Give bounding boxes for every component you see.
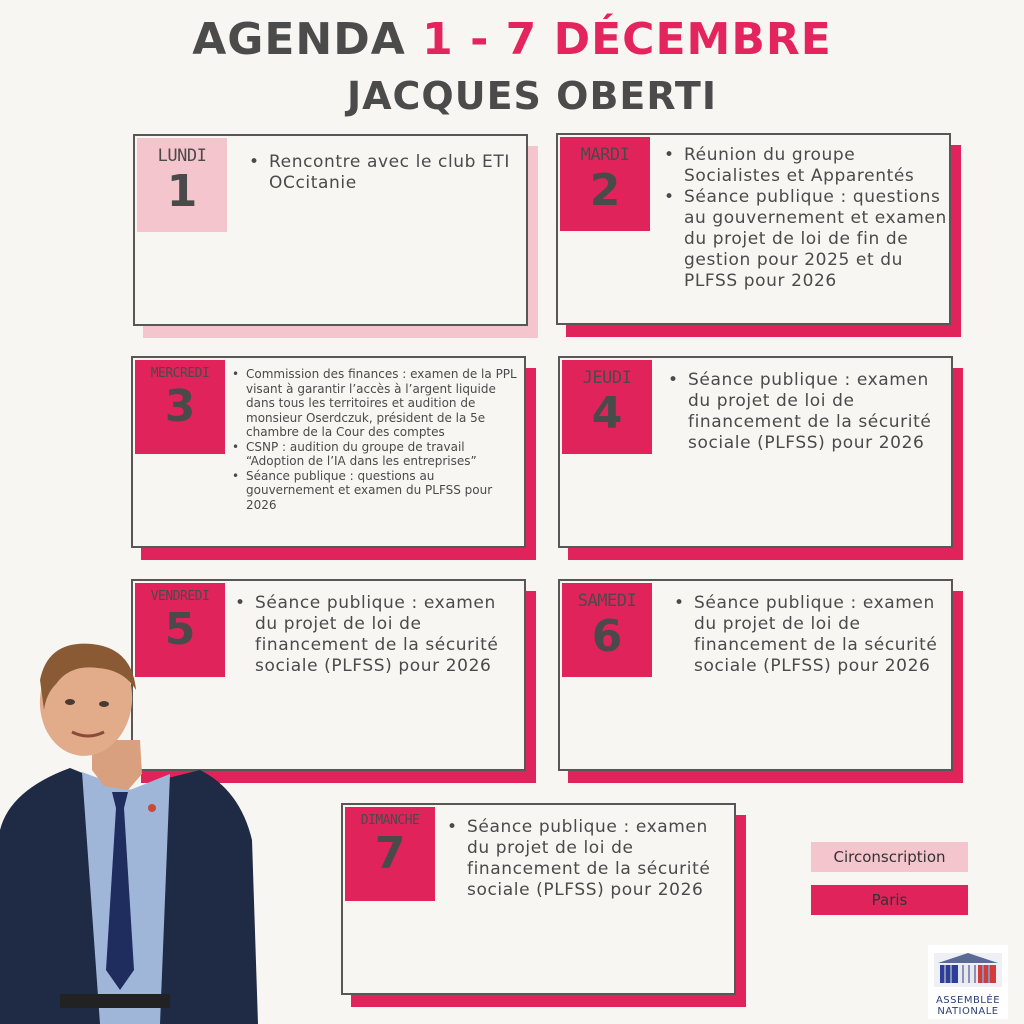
day-label-box [560, 137, 650, 231]
day-items [230, 367, 518, 512]
day-card-dimanche [341, 803, 736, 995]
day-item: • Séance publique : examen du projet de loi de financement de la sécurité sociale (PLFSS) pour 2026 [666, 370, 946, 454]
assemblee-nationale-logo-icon [928, 945, 1008, 1019]
day-card-lundi [133, 134, 528, 326]
day-card-mercredi [131, 356, 526, 548]
card-box [558, 579, 953, 771]
title-dates: 1 - 7 DÉCEMBRE [422, 14, 832, 65]
day-item: • Séance publique : examen du projet de loi de financement de la sécurité sociale (PLFSS) pour 2026 [445, 817, 720, 901]
day-name: VENDREDI [150, 589, 210, 604]
day-number: 3 [164, 381, 196, 432]
day-label-box [137, 138, 227, 232]
card-box [131, 356, 526, 548]
day-items [662, 145, 947, 292]
day-item: • Rencontre avec le club ETI OCcitanie [247, 152, 517, 194]
legend-paris: Paris [811, 885, 968, 915]
card-box [133, 134, 528, 326]
day-number: 4 [591, 388, 623, 439]
day-card-samedi [558, 579, 953, 771]
card-box [341, 803, 736, 995]
page-title [0, 14, 1024, 65]
day-number: 1 [166, 166, 198, 217]
day-name: DIMANCHE [360, 813, 420, 828]
day-number: 2 [589, 165, 621, 216]
day-item: • Réunion du groupe Socialistes et Apparentés [662, 145, 947, 187]
day-item: • Séance publique : examen du projet de loi de financement de la sécurité sociale (PLFSS) pour 2026 [672, 593, 942, 677]
card-box [556, 133, 951, 325]
day-name: JEUDI [582, 368, 632, 388]
day-name: SAMEDI [577, 591, 637, 611]
day-label-box [135, 360, 225, 454]
card-box [558, 356, 953, 548]
title-prefix: AGENDA [192, 14, 406, 65]
day-name: MERCREDI [150, 366, 210, 381]
person-photo-icon [0, 640, 260, 1024]
day-items [672, 593, 942, 677]
day-label-box [562, 360, 652, 454]
assemblee-building-icon [928, 945, 1008, 993]
day-number: 6 [591, 611, 623, 662]
day-item: • Commission des finances : examen de la PPL visant à garantir l’accès à l’argent liquide dans tous les territoires et audition de monsieur Oserdczuk, président de la 5e chambre de la Cour des comptes [230, 367, 518, 440]
day-label-box [345, 807, 435, 901]
day-item: • CSNP : audition du groupe de travail “Adoption de l’IA dans les entreprises” [230, 440, 518, 469]
day-name: LUNDI [157, 146, 207, 166]
day-item: • Séance publique : questions au gouvernement et examen du projet de loi de fin de gestion pour 2025 et du PLFSS pour 2026 [662, 187, 947, 292]
day-card-mardi [556, 133, 951, 325]
day-items [247, 152, 517, 194]
day-card-jeudi [558, 356, 953, 548]
day-number: 7 [374, 828, 406, 879]
day-items [666, 370, 946, 454]
legend-circonscription: Circonscription [811, 842, 968, 872]
logo-line2: NATIONALE [937, 1006, 999, 1017]
day-number: 5 [164, 604, 196, 655]
logo-line1: ASSEMBLÉE [935, 995, 1001, 1006]
day-item: • Séance publique : examen du projet de loi de financement de la sécurité sociale (PLFSS) pour 2026 [233, 593, 503, 677]
day-item: • Séance publique : questions au gouvernement et examen du PLFSS pour 2026 [230, 469, 518, 513]
person-name: JACQUES OBERTI [347, 74, 717, 118]
day-label-box [562, 583, 652, 677]
day-items [233, 593, 503, 677]
day-items [445, 817, 720, 901]
day-name: MARDI [580, 145, 630, 165]
